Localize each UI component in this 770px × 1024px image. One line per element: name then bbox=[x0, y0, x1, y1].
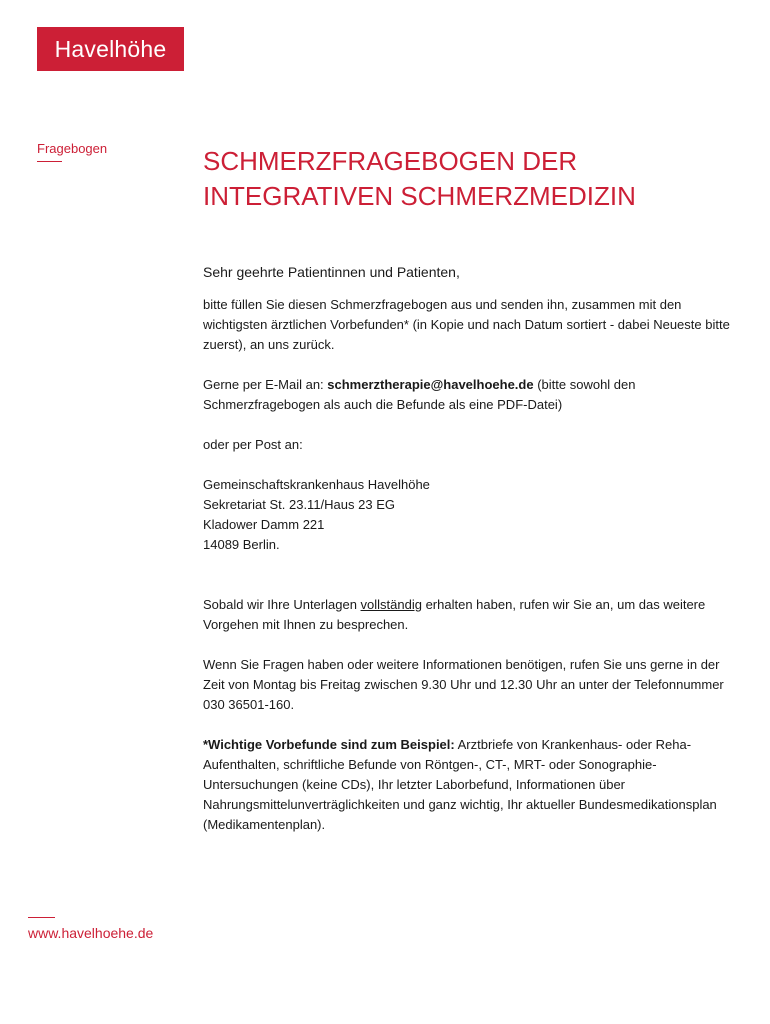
followup-emphasis: vollständig bbox=[360, 597, 422, 612]
letter-body bbox=[203, 262, 733, 835]
footer-rule bbox=[28, 917, 55, 918]
email-prefix: Gerne per E-Mail an: bbox=[203, 377, 328, 392]
email-link[interactable]: schmerztherapie@havelhoehe.de bbox=[327, 377, 534, 392]
email-paragraph bbox=[203, 375, 733, 415]
contact-paragraph: Wenn Sie Fragen haben oder weitere Informationen benötigen, rufen Sie uns gerne in der Zeit von Montag bis Freitag zwischen 9.30 Uhr und 12.30 Uhr an unter der Telefonnummer 030 36501-160. bbox=[203, 657, 724, 712]
section-label-rule bbox=[37, 161, 62, 162]
note-text: Arztbriefe von Krankenhaus- oder Reha-Aufenthalten, schriftliche Befunde von Röntgen-, CT-, MRT- oder Sonographie-Untersuchungen (keine CDs), Ihr letzter Laborbefund, Informationen über Nahrungsmittelunverträglichkeiten und ganz wichtig, Ihr aktueller Bundesmedikationsplan (Medikamentenplan). bbox=[203, 737, 717, 832]
followup-prefix: Sobald wir Ihre Unterlagen bbox=[203, 597, 361, 612]
page-title-line-2: INTEGRATIVEN SCHMERZMEDIZIN bbox=[203, 181, 636, 211]
address-line-1: Gemeinschaftskrankenhaus Havelhöhe bbox=[203, 477, 430, 492]
note-heading: *Wichtige Vorbefunde sind zum Beispiel: bbox=[203, 737, 455, 752]
footer-website-link[interactable]: www.havelhoehe.de bbox=[28, 925, 154, 941]
section-label: Fragebogen bbox=[37, 141, 108, 156]
post-intro: oder per Post an: bbox=[203, 437, 303, 452]
address-line-2: Sekretariat St. 23.11/Haus 23 EG bbox=[203, 497, 395, 512]
havelhoehe-logo: Havelhöhe bbox=[37, 27, 184, 71]
note-paragraph bbox=[203, 735, 733, 835]
page-title-line-1: SCHMERZFRAGEBOGEN DER bbox=[203, 146, 578, 176]
page-title bbox=[203, 144, 743, 214]
postal-address bbox=[203, 475, 733, 555]
address-line-3: Kladower Damm 221 bbox=[203, 517, 325, 532]
followup-suffix: erhalten haben, rufen wir Sie an, um das weitere Vorgehen mit Ihnen zu besprechen. bbox=[203, 597, 706, 632]
greeting: Sehr geehrte Patientinnen und Patienten, bbox=[203, 264, 460, 280]
intro-paragraph: bitte füllen Sie diesen Schmerzfragebogen aus und senden ihn, zusammen mit den wichtigsten ärztlichen Vorbefunden* (in Kopie und nach Datum sortiert - dabei Neueste bitte zuerst), an uns zurück. bbox=[203, 297, 730, 352]
email-suffix: (bitte sowohl den Schmerzfragebogen als auch die Befunde als eine PDF-Datei) bbox=[203, 377, 636, 412]
followup-paragraph bbox=[203, 595, 733, 635]
address-line-4: 14089 Berlin. bbox=[203, 537, 280, 552]
